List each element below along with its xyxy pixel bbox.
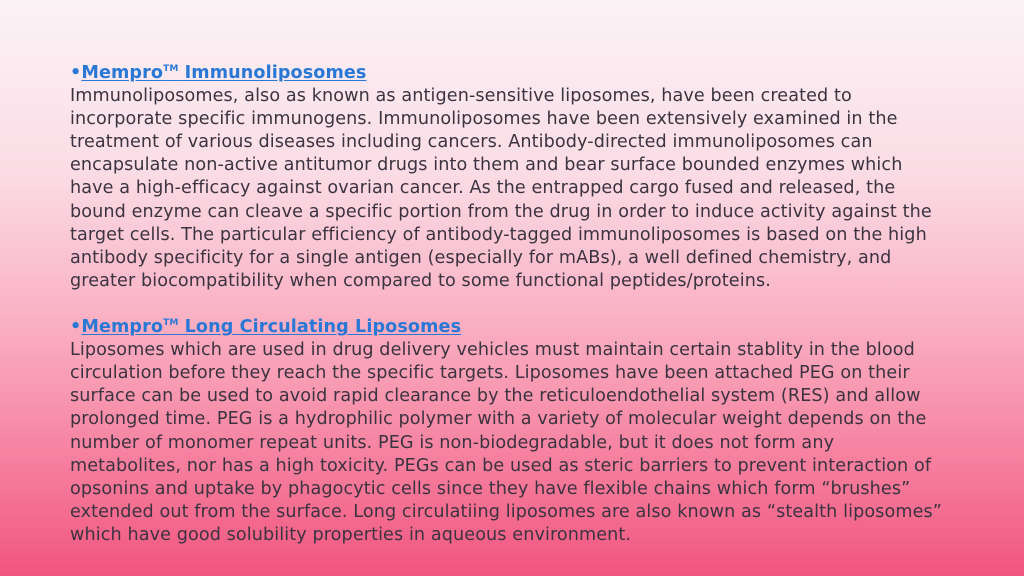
- bullet: •: [70, 317, 82, 338]
- section-immunoliposomes: [70, 62, 945, 293]
- section-long-circulating-liposomes: [70, 316, 945, 547]
- brand-name: Mempro: [81, 63, 164, 83]
- trademark-symbol: TM: [163, 318, 179, 329]
- slide-content: [70, 62, 945, 547]
- bullet: •: [70, 63, 82, 83]
- long-circulating-liposomes-link[interactable]: [81, 317, 461, 337]
- link-title: Long Circulating Liposomes: [178, 317, 462, 338]
- section-body: Liposomes which are used in drug delivery vehicles must maintain certain stablity in the blood circulation before they reach the specific targets. Liposomes have been attached PEG on their surface can be used to avoid rapid clearance by the reticuloendothelial system (RES) and allow prolonged time. PEG is a hydrophilic polymer with a variety of molecular weight depends on the number of monomer repeat units. PEG is non-biodegradable, but it does not form any metabolites, nor has a high toxicity. PEGs can be used as steric barriers to prevent interaction of opsonins and uptake by phagocytic cells since they have flexible chains which form “brushes” extended out from the surface. Long circulatiing liposomes are also known as “stealth liposomes” which have good solubility properties in aqueous environment.: [70, 340, 942, 545]
- link-title: Immunoliposomes: [178, 63, 367, 83]
- section-body: Immunoliposomes, also as known as antigen-sensitive liposomes, have been created to incorporate specific immunogens. Immunoliposomes have been extensively examined in the treatment of various diseases including cancers. Antibody-directed immunoliposomes can encapsulate non-active antitumor drugs into them and bear surface bounded enzymes which have a high-efficacy against ovarian cancer. As the entrapped cargo fused and released, the bound enzyme can cleave a specific portion from the drug in order to induce activity against the target cells. The particular efficiency of antibody-tagged immunoliposomes is based on the high antibody specificity for a single antigen (especially for mABs), a well defined chemistry, and greater biocompatibility when compared to some functional peptides/proteins.: [70, 86, 932, 291]
- section-heading: [70, 316, 945, 339]
- brand-name: Mempro: [81, 317, 164, 338]
- trademark-symbol: TM: [163, 64, 179, 75]
- section-heading: [70, 62, 945, 85]
- immunoliposomes-link[interactable]: [81, 63, 366, 83]
